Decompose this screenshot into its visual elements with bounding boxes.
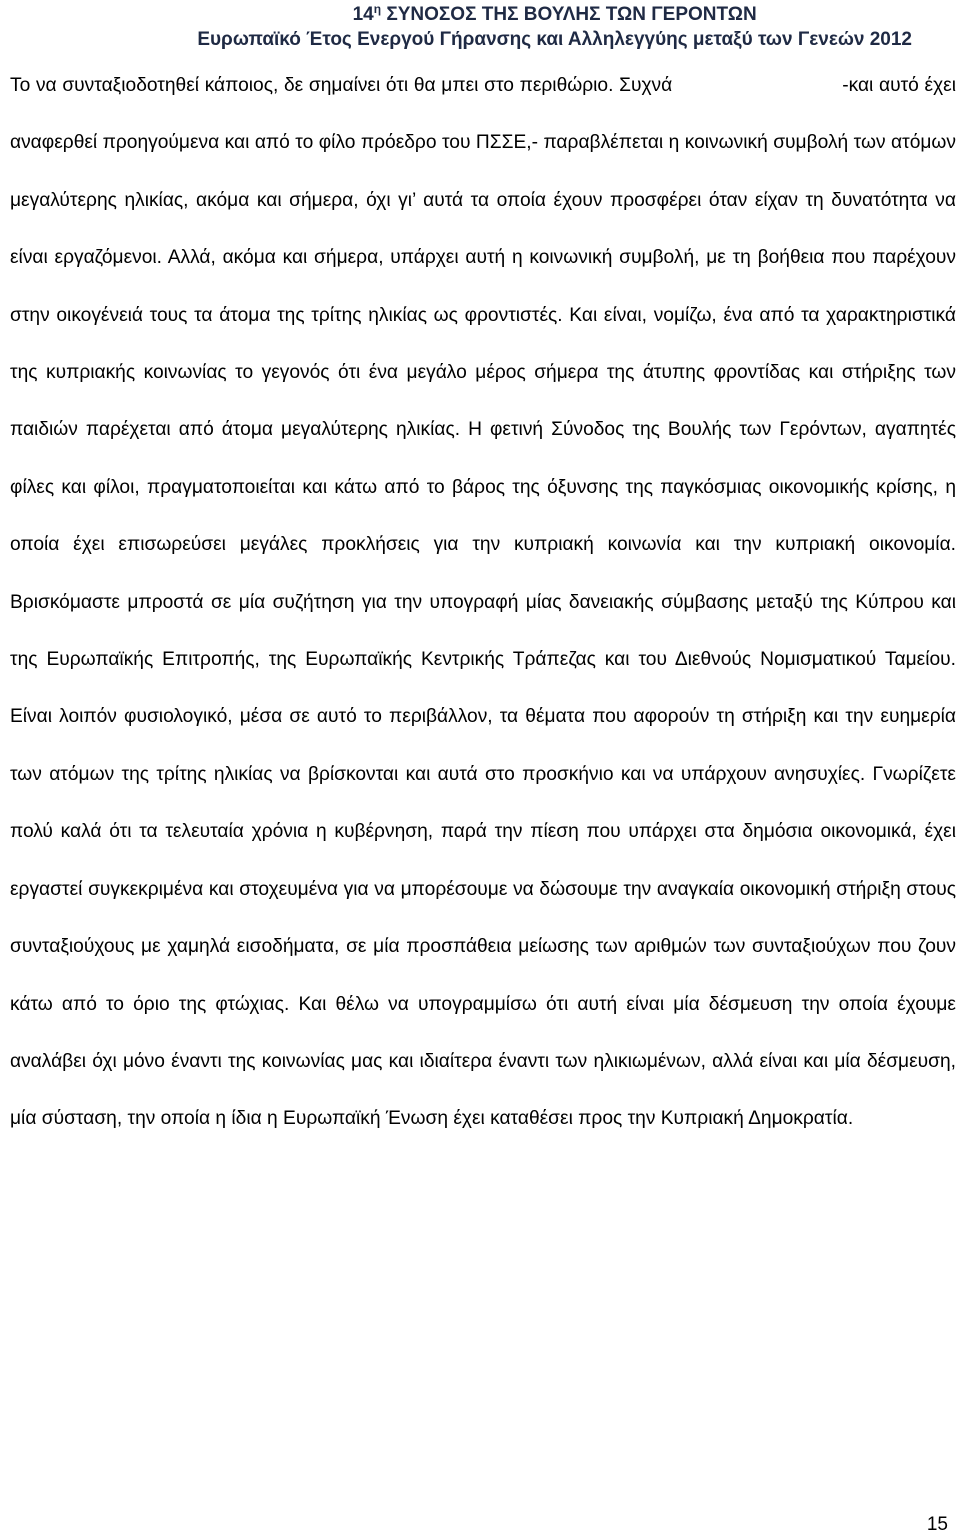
header-subtitle: Ευρωπαϊκό Έτος Ενεργού Γήρανσης και Αλληλεγγύης μεταξύ των Γενεών 2012: [197, 29, 912, 50]
header-ordinal-suffix: η: [373, 2, 382, 16]
speech-body: [10, 57, 956, 1148]
header-session-title: ΣΥΝΟΣΟΣ ΤΗΣ ΒΟΥΛΗΣ ΤΩΝ ΓΕΡΟΝΤΩΝ: [386, 4, 757, 25]
header-title: [197, 2, 912, 27]
speech-sentence: Είναι λοιπόν φυσιολογικό, μέσα σε αυτό το περιβάλλον, τα θέματα που αφορούν τη στήριξη και την ευημερία των ατόμων της τρίτης ηλικίας να βρίσκονται και αυτά στο προσκήνιο και να υπάρχουν ανησυχίες.: [10, 706, 956, 785]
speech-sentence: Η φετινή Σύνοδος της Βουλής των Γερόντων, αγαπητές φίλες και φίλοι, πραγματοποιείται και κάτω από το βάρος της όξυνσης της παγκόσμιας οικονομικής κρίσης, η οποία έχει επισωρεύσει μεγάλες προκλήσεις για την κυπριακή κοινωνία και την κυπριακή οικονομία.: [10, 419, 956, 556]
speech-sentence: Γνωρίζετε πολύ καλά ότι τα τελευταία χρόνια η κυβέρνηση, παρά την πίεση που υπάρχει στα δημόσια οικονομικά, έχει εργαστεί συγκεκριμένα και στοχευμένα για να μπορέσουμε να δώσουμε την αναγκαία οικονομική στήριξη στους συνταξιούχους με χαμηλά εισοδήματα, σε μία προσπάθεια μείωσης των αριθμών των συνταξιούχων που ζουν κάτω από το όριο της φτώχιας.: [10, 763, 956, 1015]
speech-sentence: Και θέλω να υπογραμμίσω ότι αυτή είναι μία δέσμευση την οποία έχουμε αναλάβει όχι μόνο έναντι της κοινωνίας μας και ιδιαίτερα έναντι των ηλικιωμένων, αλλά είναι και μία δέσμευση, μία σύσταση, την οποία η ίδια η Ευρωπαϊκή Ένωση έχει καταθέσει προς την Κυπριακή Δημοκρατία.: [10, 993, 956, 1130]
speech-sentence: Βρισκόμαστε μπροστά σε μία συζήτηση για την υπογραφή μίας δανειακής σύμβασης μεταξύ της Κύπρου και της Ευρωπαϊκής Επιτροπής, της Ευρωπαϊκής Κεντρικής Τράπεζας και του Διεθνούς Νομισματικού Ταμείου.: [10, 591, 956, 671]
speech-sentence: Το να συνταξιοδοτηθεί κάποιος, δε σημαίνει ότι θα μπει στο περιθώριο.: [10, 75, 614, 96]
speech-sentence: Και είναι, νομίζω, ένα από τα χαρακτηριστικά της κυπριακής κοινωνίας το γεγονός ότι ένα μεγάλο μέρος σήμερα της άτυπης φροντίδας και στήριξης των παιδιών παρέχεται από άτομα μεγαλύτερης ηλικίας.: [10, 304, 956, 441]
header-session-number: 14: [352, 4, 374, 25]
speech-sentence: Συχνά -και αυτό έχει αναφερθεί προηγούμενα και από το φίλο πρόεδρο του ΠΣΣΕ,- παραβλέπεται η κοινωνική συμβολή των ατόμων μεγαλύτερης ηλικίας, ακόμα και σήμερα, όχι γι’ αυτά τα οποία έχουν προσφέρει όταν είχαν τη δυνατότητα να είναι εργαζόμενοι.: [10, 75, 956, 269]
document-header: [197, 2, 912, 52]
speech-sentence: Αλλά, ακόμα και σήμερα, υπάρχει αυτή η κοινωνική συμβολή, με τη βοήθεια που παρέχουν στην οικογένειά τους τα άτομα της τρίτης ηλικίας ως φροντιστές.: [10, 247, 957, 326]
page-number: 15: [926, 1514, 948, 1535]
